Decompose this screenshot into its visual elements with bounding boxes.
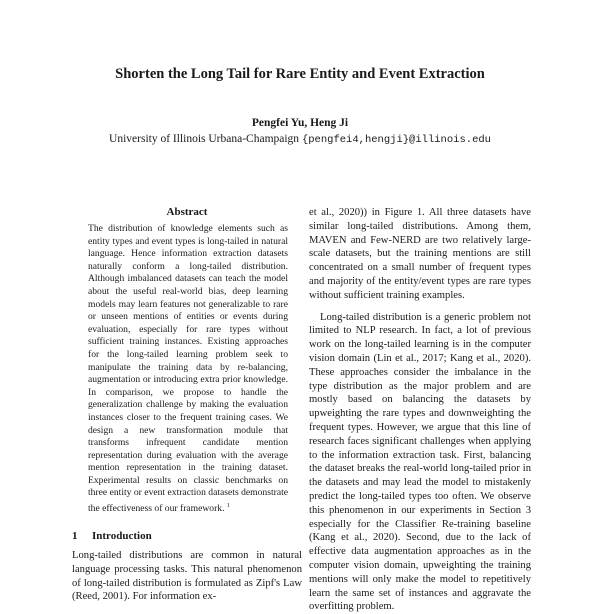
affiliation: University of Illinois Urbana-Champaign bbox=[109, 133, 300, 145]
right-paragraph-2: Long-tailed distribution is a generic problem not limited to NLP research. In fact, a lot of previous work on the long-tailed learning is in the computer vision domain (Lin et al., 2017; Kang et al., 2020). These approaches consider the imbalance in the type distribution as the major problem and are mostly based on balancing the datasets by upweighting the rare types and downweighting the frequent types. However, we argue that this line of research faces significant challenges when applying to the information extraction task. First, balancing the dataset breaks the real-world long-tailed prior in the datasets and may lead the model to mistakenly predict the long-tailed types too often. We observe this phenomenon in our experiments in Section 3 especially for the Classifier Re-training baseline (Kang et al., 2020). Second, due to the lack of effective data augmentation approaches as in the computer vision domain, upweighting the training mentions will only make the model to repetitively learn the same set of instances and aggravate the overfitting problem. bbox=[309, 311, 531, 613]
abstract-body bbox=[88, 223, 288, 516]
section-title: Introduction bbox=[92, 530, 152, 542]
section-number: 1 bbox=[72, 530, 78, 542]
abstract-text: The distribution of knowledge elements such as entity types and event types is long-tailed in natural language. Hence information extraction datasets naturally conform a long-tailed distribution. Although imbalanced datasets can teach the model about the useful real-world bias, deep learning models may learn features not generalizable to rare or unseen mentions of entities or events during evaluation, especially for rare types without sufficient training instances. Existing approaches for the long-tailed learning problem seek to manipulate the training data by re-balancing, augmentation or introducing extra prior knowledge. In comparison, we propose to handle the generalization challenge by making the evaluation instances closer to the frequent training cases. We design a new transformation module that transforms infrequent candidate mention representation during evaluation with the average mention representation in the training dataset. Experimental results on classic benchmarks on three entity or event extraction datasets demonstrate the effectiveness of our framework. bbox=[88, 223, 288, 515]
right-column bbox=[309, 206, 531, 614]
affiliation-line bbox=[0, 133, 600, 146]
section-heading-introduction bbox=[72, 530, 302, 542]
intro-paragraph: Long-tailed distributions are common in natural language processing tasks. This natural phenomenon of long-tailed distribution is formulated as Zipf's Law (Reed, 2001). For information ex- bbox=[72, 550, 302, 603]
author-emails: {pengfei4,hengji}@illinois.edu bbox=[301, 134, 491, 146]
paper-title: Shorten the Long Tail for Rare Entity and Event Extraction bbox=[115, 66, 485, 82]
right-paragraph-1: et al., 2020)) in Figure 1. All three datasets have similar long-tailed distributions. Among them, MAVEN and Few-NERD are two relatively large-scale datasets, but the training mentions are still concentrated on a small number of frequent types and majority of the entity/event types are rare types without sufficient training examples. bbox=[309, 207, 531, 301]
paper-authors: Pengfei Yu, Heng Ji bbox=[251, 117, 349, 129]
footnote-marker: 1 bbox=[226, 503, 230, 510]
abstract-heading: Abstract bbox=[166, 206, 208, 218]
